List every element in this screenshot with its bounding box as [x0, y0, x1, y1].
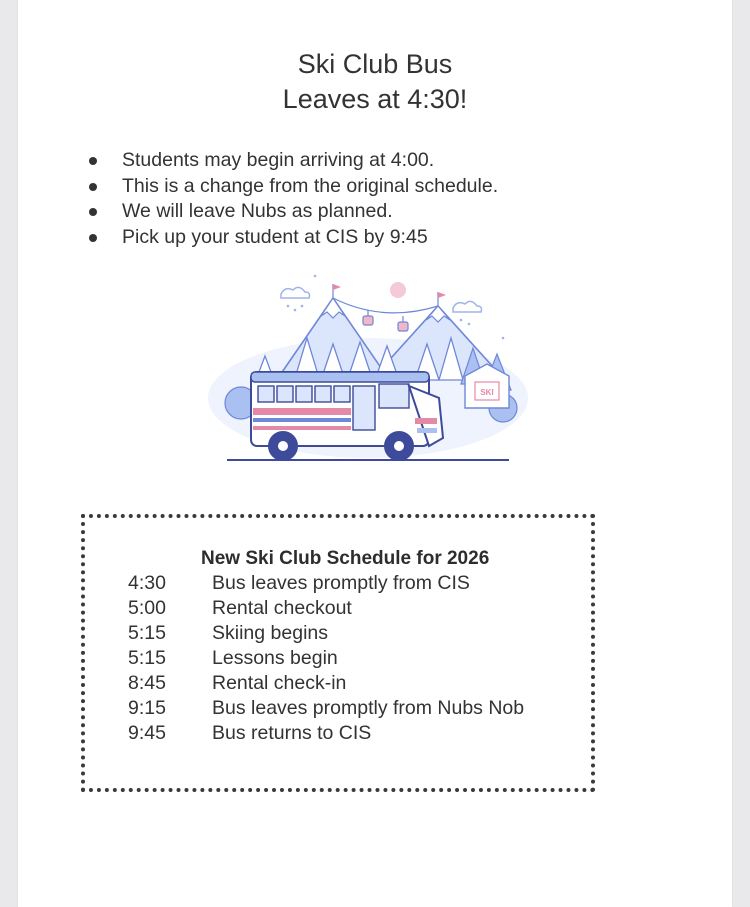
schedule-description: Bus returns to CIS: [212, 722, 372, 744]
bullet-icon: [89, 234, 97, 242]
title-line-2: Leaves at 4:30!: [282, 84, 468, 114]
bullet-icon: [89, 208, 97, 216]
bullet-icon: [89, 157, 97, 165]
schedule-time: 5:15: [128, 622, 166, 644]
schedule-description: Bus leaves promptly from Nubs Nob: [212, 697, 525, 719]
schedule-box: [81, 514, 595, 792]
info-bullet-list: [86, 148, 498, 250]
bullet-text: This is a change from the original schedule.: [122, 174, 499, 197]
schedule-time: 9:15: [128, 697, 166, 719]
bullet-item: [86, 199, 498, 225]
bullet-item: [86, 225, 498, 251]
bullet-text: Students may begin arriving at 4:00.: [122, 149, 435, 171]
schedule-time: 4:30: [128, 572, 166, 594]
schedule-description: Bus leaves promptly from CIS: [212, 572, 470, 594]
bullet-text: We will leave Nubs as planned.: [122, 200, 393, 222]
bullet-item: [86, 148, 498, 174]
schedule-title: New Ski Club Schedule for 2026: [201, 548, 490, 569]
bullet-item: [86, 174, 498, 200]
schedule-description: Rental check-in: [212, 672, 347, 694]
title-line-1: Ski Club Bus: [297, 49, 453, 79]
document-page: [18, 0, 732, 907]
bullet-text: Pick up your student at CIS by 9:45: [122, 225, 428, 248]
schedule-time: 9:45: [128, 722, 166, 744]
schedule-description: Skiing begins: [212, 622, 328, 644]
ski-sign-text: SKI: [480, 388, 494, 397]
schedule-description: Rental checkout: [212, 597, 352, 619]
schedule-time: 8:45: [128, 672, 166, 694]
schedule-description: Lessons begin: [212, 647, 338, 669]
schedule-time: 5:15: [128, 647, 166, 669]
ski-bus-illustration: [203, 268, 533, 468]
bullet-icon: [89, 183, 97, 191]
schedule-time: 5:00: [128, 597, 166, 619]
